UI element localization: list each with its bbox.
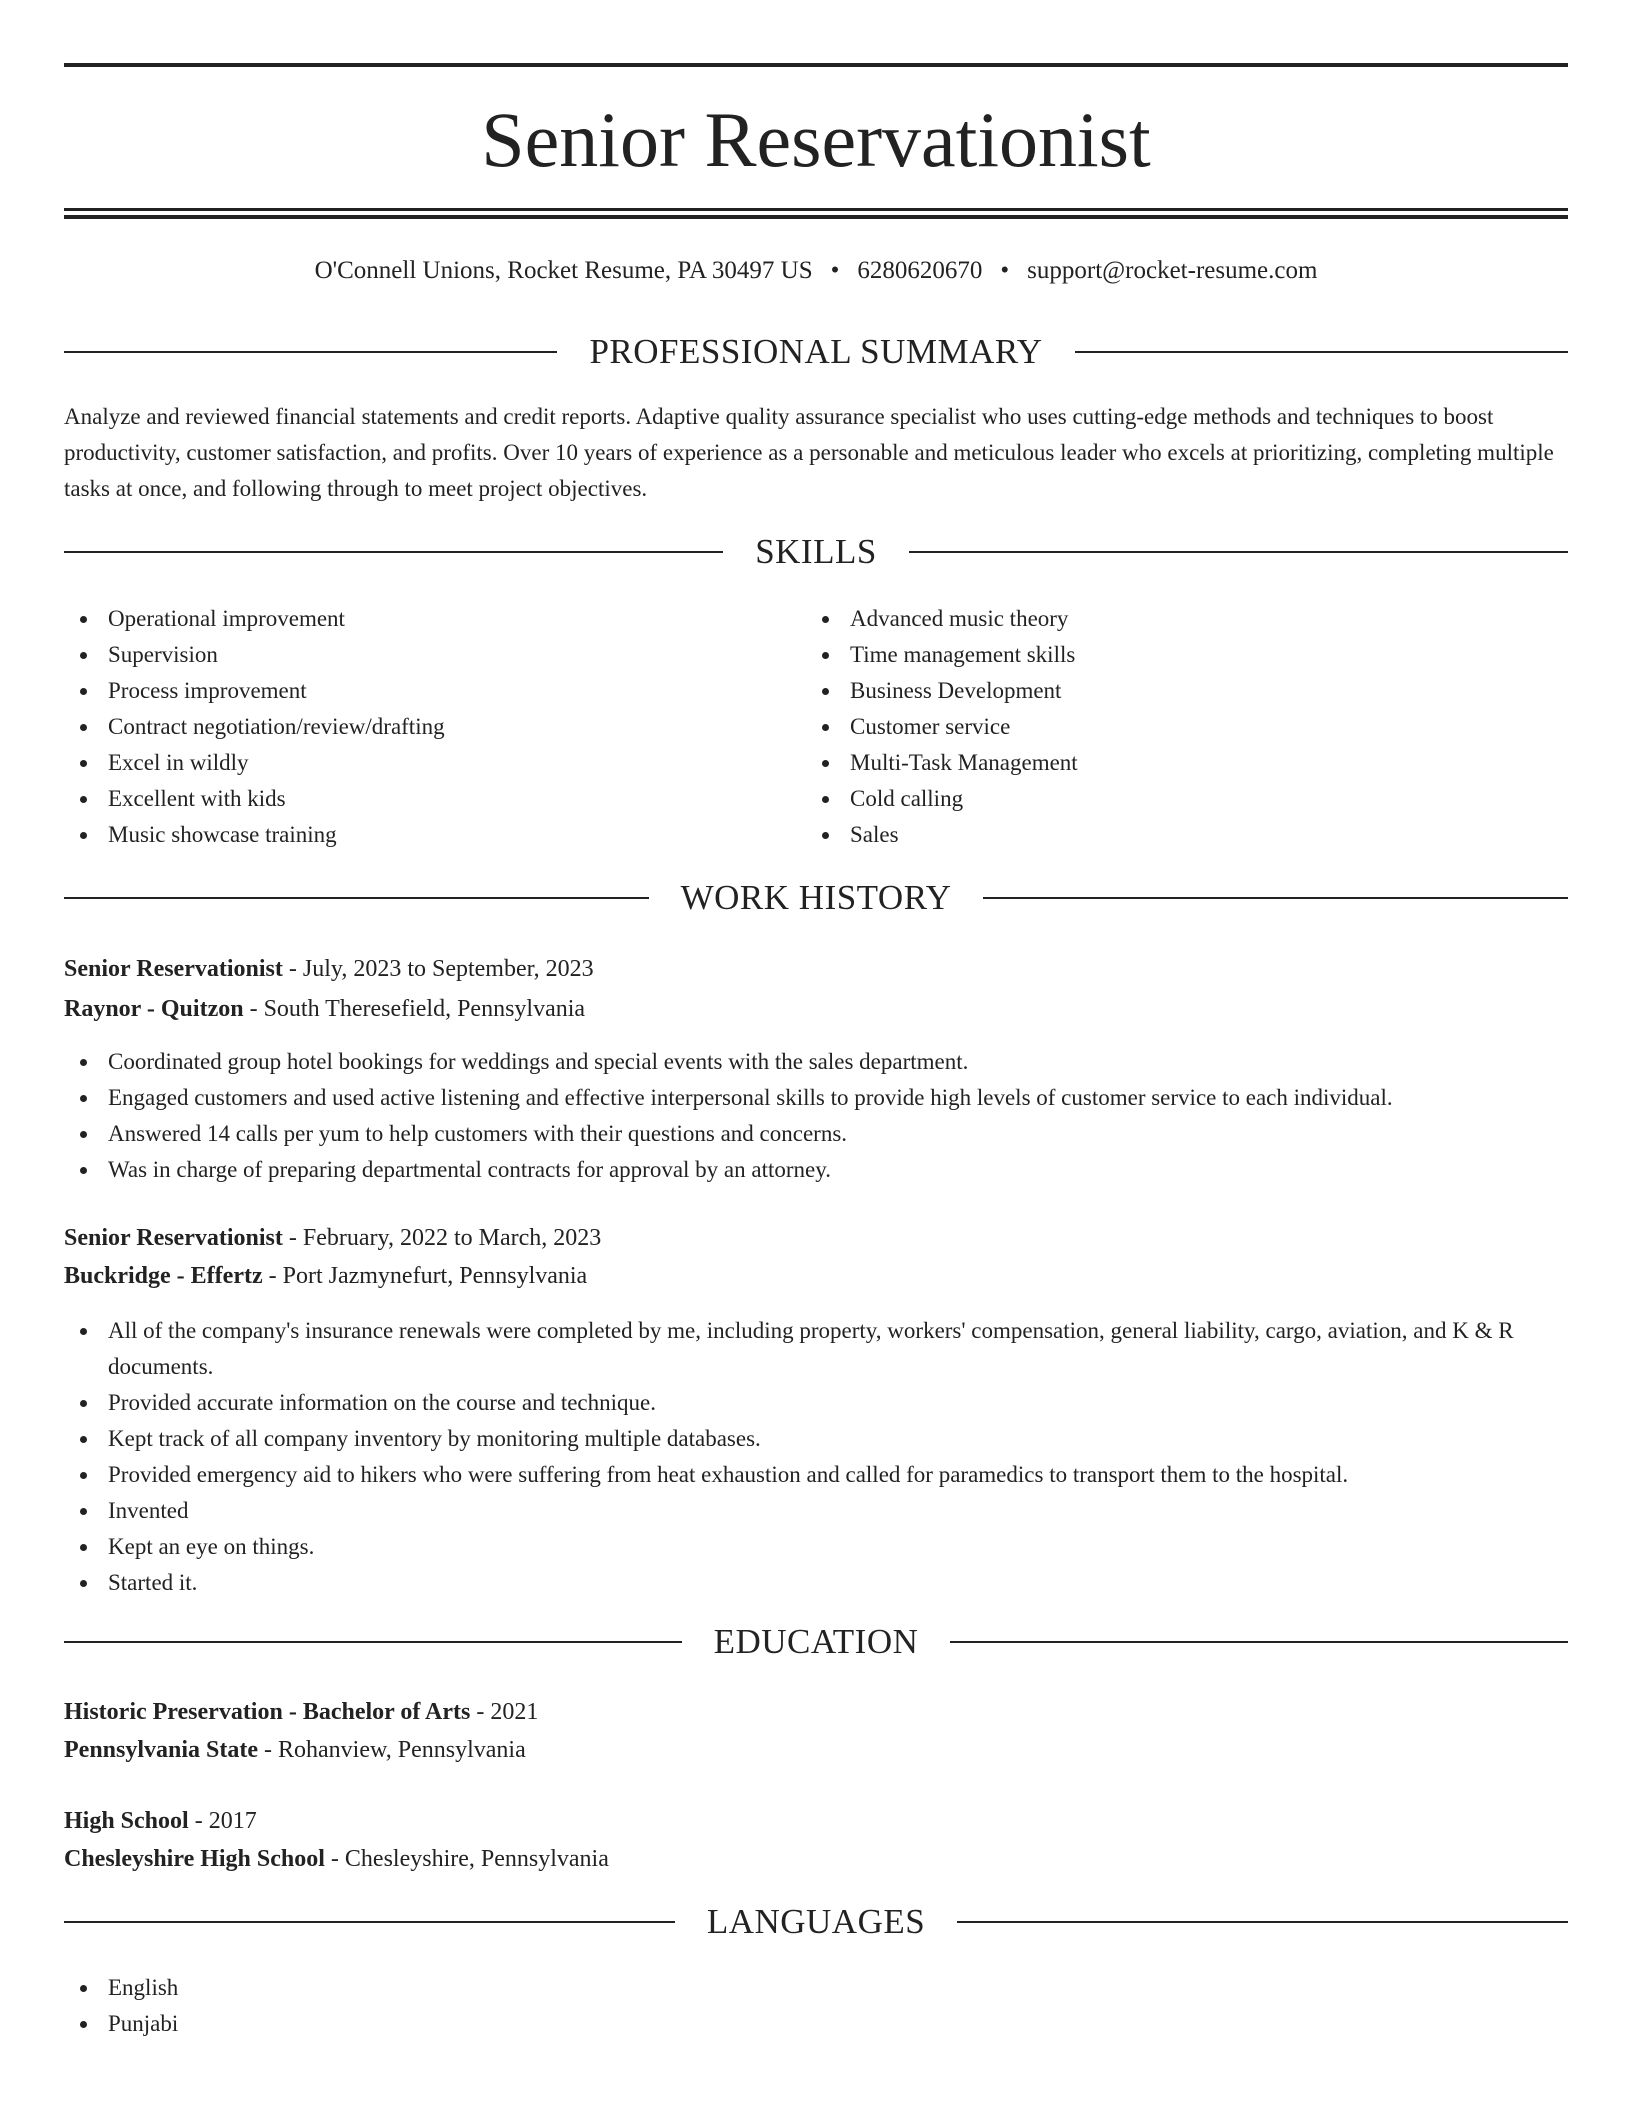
divider-line xyxy=(1075,351,1568,353)
education-location: - Rohanview, Pennsylvania xyxy=(258,1737,526,1763)
job-duty: Kept an eye on things. xyxy=(64,1529,1568,1565)
skill-item: Advanced music theory xyxy=(806,601,1506,637)
education-degree-line xyxy=(64,1802,1568,1840)
job-company-line xyxy=(64,1257,1568,1295)
languages-list xyxy=(64,1970,1568,2042)
contact-separator: • xyxy=(830,257,840,284)
skill-item: Supervision xyxy=(64,637,764,673)
skill-item: Excellent with kids xyxy=(64,781,764,817)
section-title: PROFESSIONAL SUMMARY xyxy=(589,332,1043,371)
job-duty: Coordinated group hotel bookings for weddings and special events with the sales department. xyxy=(64,1044,1568,1080)
skill-item: Time management skills xyxy=(806,637,1506,673)
divider-line xyxy=(64,1921,675,1923)
education-school-line xyxy=(64,1731,1568,1769)
divider-line xyxy=(957,1921,1568,1923)
skill-item: Music showcase training xyxy=(64,817,764,853)
section-heading-languages xyxy=(64,1900,1568,1944)
contact-email: support@rocket-resume.com xyxy=(1027,257,1318,284)
skill-item: Process improvement xyxy=(64,673,764,709)
skill-item: Sales xyxy=(806,817,1506,853)
education-school: Pennsylvania State xyxy=(64,1737,259,1763)
section-title: LANGUAGES xyxy=(706,1902,926,1941)
job-duty: Invented xyxy=(64,1493,1568,1529)
skills-list-right xyxy=(806,601,1506,853)
skill-item: Business Development xyxy=(806,673,1506,709)
job-dates: - February, 2022 to March, 2023 xyxy=(282,1225,602,1251)
job-company: Raynor - Quitzon xyxy=(64,996,244,1022)
job-title-line xyxy=(64,1219,1568,1257)
job-duties-list xyxy=(64,1044,1568,1188)
header-top-rule xyxy=(64,63,1568,67)
job-duty: Provided emergency aid to hikers who were suffering from heat exhaustion and called for paramedics to transport them to the hospital. xyxy=(64,1457,1568,1493)
candidate-name: Senior Reservationist xyxy=(481,96,1151,183)
job-company: Buckridge - Effertz xyxy=(64,1263,263,1289)
skill-item: Excel in wildly xyxy=(64,745,764,781)
job-location: - South Theresefield, Pennsylvania xyxy=(243,996,586,1022)
section-heading-summary xyxy=(64,330,1568,374)
divider-line xyxy=(909,551,1568,553)
divider-line xyxy=(64,1641,682,1643)
divider-line xyxy=(950,1641,1568,1643)
skill-item: Contract negotiation/review/drafting xyxy=(64,709,764,745)
divider-line xyxy=(64,351,557,353)
contact-phone: 6280620670 xyxy=(857,257,983,284)
section-title: WORK HISTORY xyxy=(680,878,952,917)
education-location: - Chesleyshire, Pennsylvania xyxy=(324,1846,609,1872)
education-year: - 2017 xyxy=(188,1808,257,1834)
contact-separator: • xyxy=(1000,257,1010,284)
education-year: - 2021 xyxy=(470,1699,539,1725)
job-title-line xyxy=(64,950,1568,988)
section-heading-education xyxy=(64,1620,1568,1664)
job-duty: Engaged customers and used active listening and effective interpersonal skills to provide high levels of customer service to each individual. xyxy=(64,1080,1568,1116)
divider-line xyxy=(983,897,1568,899)
education-degree: High School xyxy=(64,1808,189,1834)
section-title: EDUCATION xyxy=(713,1622,919,1661)
education-degree: Historic Preservation - Bachelor of Arts xyxy=(64,1699,471,1725)
header-double-rule-lower xyxy=(64,215,1568,219)
skill-item: Operational improvement xyxy=(64,601,764,637)
job-location: - Port Jazmynefurt, Pennsylvania xyxy=(262,1263,588,1289)
job-dates: - July, 2023 to September, 2023 xyxy=(282,956,594,982)
job-duty: All of the company's insurance renewals were completed by me, including property, workers' compensation, general liability, cargo, aviation, and K & R documents. xyxy=(64,1313,1568,1385)
education-school: Chesleyshire High School xyxy=(64,1846,325,1872)
divider-line xyxy=(64,897,649,899)
skill-item: Customer service xyxy=(806,709,1506,745)
skill-item: Cold calling xyxy=(806,781,1506,817)
job-duty: Kept track of all company inventory by monitoring multiple databases. xyxy=(64,1421,1568,1457)
job-title: Senior Reservationist xyxy=(64,956,283,982)
job-duty: Started it. xyxy=(64,1565,1568,1601)
job-title: Senior Reservationist xyxy=(64,1225,283,1251)
job-duty: Answered 14 calls per yum to help customers with their questions and concerns. xyxy=(64,1116,1568,1152)
job-company-line xyxy=(64,990,1568,1028)
education-degree-line xyxy=(64,1693,1568,1731)
job-duty: Was in charge of preparing departmental contracts for approval by an attorney. xyxy=(64,1152,1568,1188)
language-item: English xyxy=(64,1970,1568,2006)
header-double-rule-upper xyxy=(64,208,1568,211)
skill-item: Multi-Task Management xyxy=(806,745,1506,781)
job-duty: Provided accurate information on the course and technique. xyxy=(64,1385,1568,1421)
divider-line xyxy=(64,551,723,553)
skills-list-left xyxy=(64,601,764,853)
summary-text: Analyze and reviewed financial statements and credit reports. Adaptive quality assurance specialist who uses cutting-edge methods and techniques to boost productivity, customer satisfaction, and profits. Over 10 years of experience as a personable and meticulous leader who excels at prioritizing, completing multiple tasks at once, and following through to meet project objectives. xyxy=(64,404,1554,501)
education-school-line xyxy=(64,1840,1568,1878)
contact-line xyxy=(64,254,1568,288)
section-heading-work-history xyxy=(64,876,1568,920)
job-duties-list xyxy=(64,1313,1568,1601)
section-heading-skills xyxy=(64,530,1568,574)
language-item: Punjabi xyxy=(64,2006,1568,2042)
section-title: SKILLS xyxy=(755,532,877,571)
contact-address: O'Connell Unions, Rocket Resume, PA 30497 US xyxy=(314,257,813,284)
